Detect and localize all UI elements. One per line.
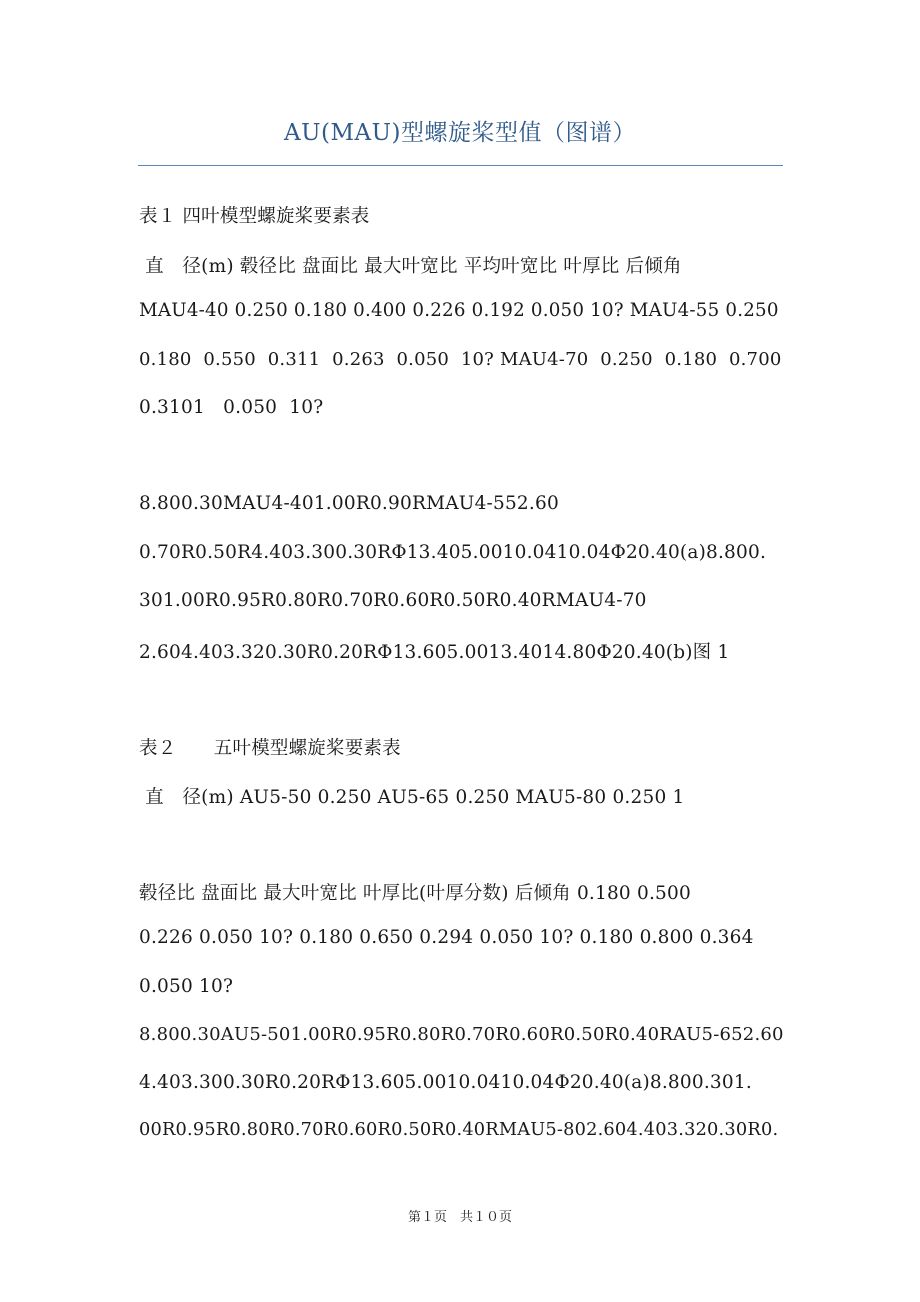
body-line: 4.403.300.30R0.20RΦ13.605.0010.0410.04Φ20.40(a)8.800.301.	[139, 1072, 752, 1093]
title-underline	[138, 165, 783, 166]
body-line: 301.00R0.95R0.80R0.70R0.60R0.50R0.40RMAU4-70	[139, 590, 647, 611]
body-line: MAU4-40 0.250 0.180 0.400 0.226 0.192 0.050 10? MAU4-55 0.250	[139, 300, 779, 321]
body-line: 直 径(m) 毂径比 盘面比 最大叶宽比 平均叶宽比 叶厚比 后倾角	[139, 256, 682, 277]
body-line: 0.226 0.050 10? 0.180 0.650 0.294 0.050 10? 0.180 0.800 0.364	[139, 927, 754, 948]
body-line: 2.604.403.320.30R0.20RΦ13.605.0013.4014.80Φ20.40(b)图 1	[139, 642, 730, 663]
body-line: 0.70R0.50R4.403.300.30RΦ13.405.0010.0410.04Φ20.40(a)8.800.	[139, 542, 767, 563]
page-footer: 第１页 共１０页	[407, 1210, 512, 1225]
body-line: 8.800.30MAU4-401.00R0.90RMAU4-552.60	[139, 493, 559, 514]
body-line: 0.050 10?	[139, 976, 234, 997]
body-line: 表１ 四叶模型螺旋桨要素表	[139, 206, 370, 227]
body-line: 00R0.95R0.80R0.70R0.60R0.50R0.40RMAU5-802.604.403.320.30R0.	[139, 1120, 779, 1140]
body-line: 直 径(m) AU5-50 0.250 AU5-65 0.250 MAU5-80 0.250 1	[139, 787, 685, 808]
body-line: 0.180 0.550 0.311 0.263 0.050 10? MAU4-70 0.250 0.180 0.700	[139, 349, 782, 370]
body-line: 8.800.30AU5-501.00R0.95R0.80R0.70R0.60R0.50R0.40RAU5-652.60	[139, 1024, 784, 1045]
document-title: AU(MAU)型螺旋桨型值（图谱）	[284, 120, 636, 146]
body-line: 表２ 五叶模型螺旋桨要素表	[139, 738, 401, 759]
body-line: 毂径比 盘面比 最大叶宽比 叶厚比(叶厚分数) 后倾角 0.180 0.500	[139, 883, 691, 904]
body-line: 0.3101 0.050 10?	[139, 397, 324, 418]
